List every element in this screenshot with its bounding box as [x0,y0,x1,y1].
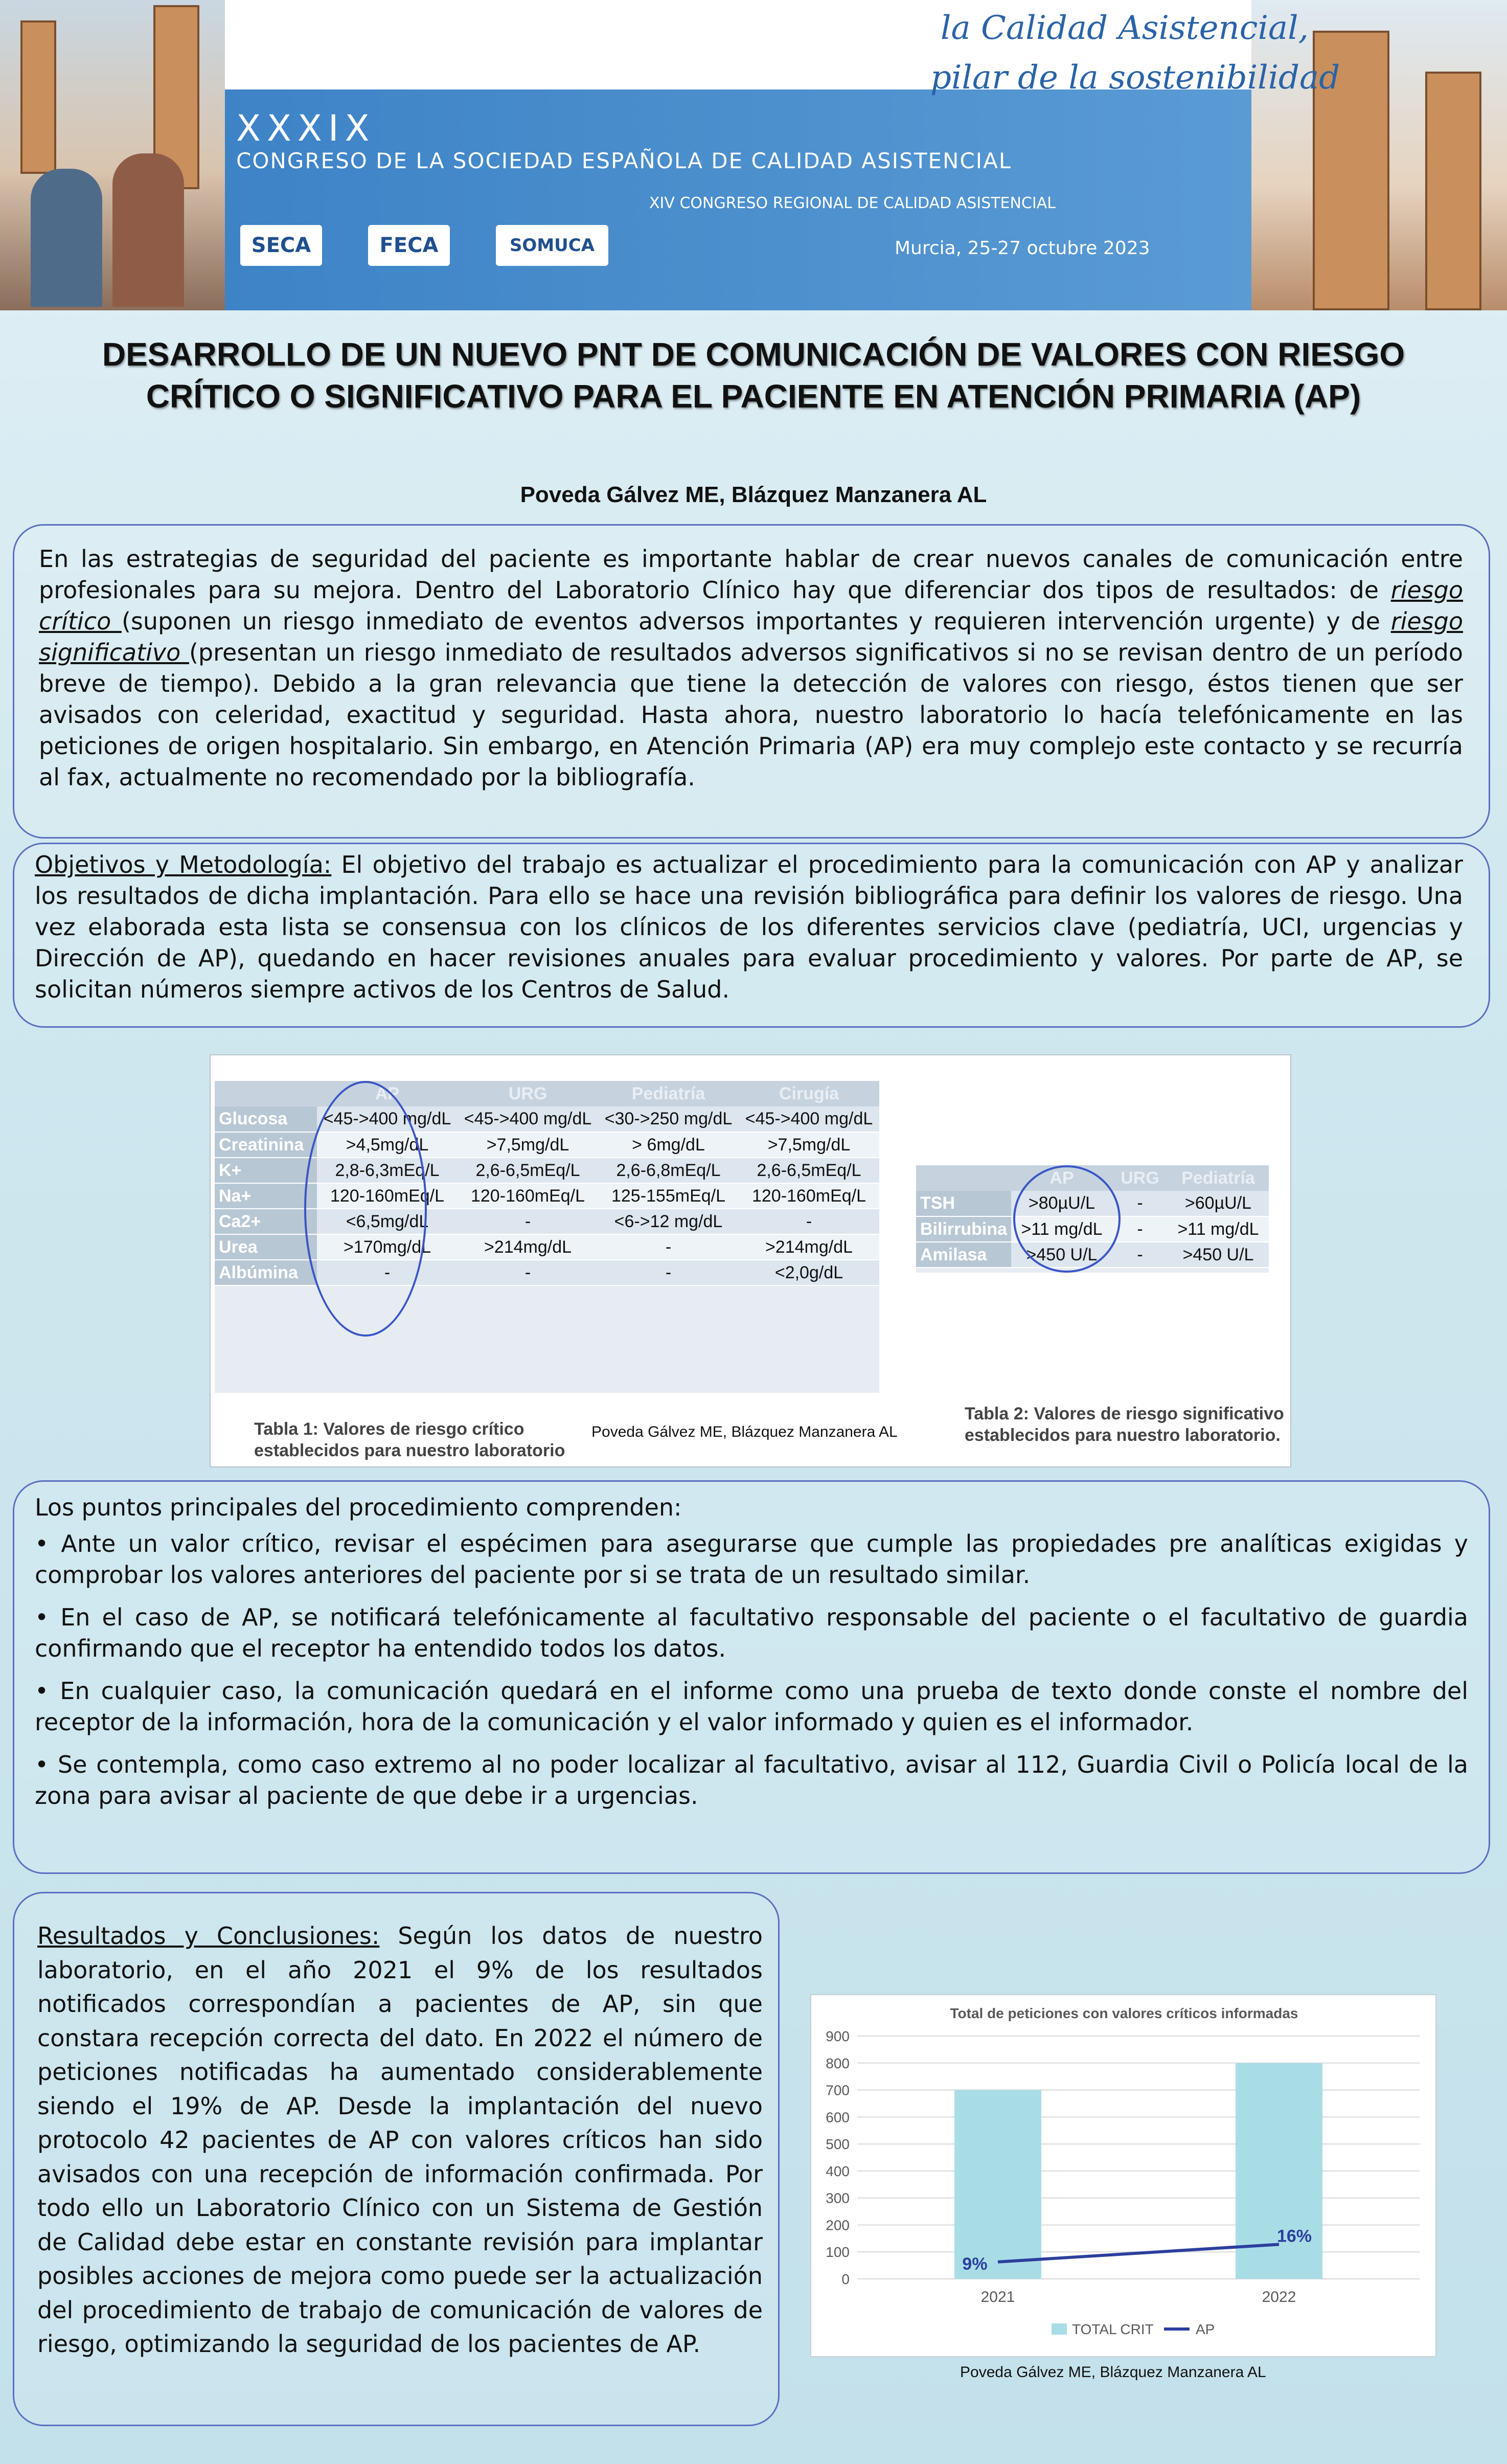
row-label: Na+ [215,1183,317,1209]
traveler-figure [112,153,184,307]
illustration-travelers [0,0,225,310]
table1-header-cell: URG [458,1081,598,1106]
table1-header-cell: Cirugía [739,1081,879,1106]
congress-title: CONGRESO DE LA SOCIEDAD ESPAÑOLA DE CALIDAD ASISTENCIAL [236,148,1012,173]
table-cell: >7,5mg/dL [739,1132,879,1158]
chart-title: Total de peticiones con valores críticos informadas [950,2005,1298,2021]
feca-logo: FECA [368,225,450,266]
table-cell: >450 U/L [1168,1242,1269,1268]
table-cell: > 6mg/dL [598,1132,739,1158]
puntos-box [13,1480,1490,1874]
intro-text: (suponen un riesgo inmediato de eventos adversos importantes y requieren intervención urgente) y de [121,607,1391,635]
table-cell: 125-155mEq/L [598,1183,739,1209]
data-label-ap: 16% [1276,2226,1312,2246]
row-label: Amilasa [916,1242,1011,1268]
term-riesgo-critico: riesgo crítico [39,576,1463,635]
table1-header [215,1081,879,1106]
cathedral-tower [1425,72,1481,310]
table-cell: >80µU/L [1011,1191,1112,1216]
peticiones-chart [810,1994,1436,2357]
row-label: TSH [916,1191,1011,1216]
y-tick-label: 700 [826,2082,850,2098]
table2-header-cell: URG [1112,1165,1168,1191]
table-cell: >60µU/L [1168,1191,1269,1216]
list-item: • En el caso de AP, se notificará telefónicamente al facultativo responsable del paciente o el facultativo de guardia confirmando que el receptor ha entendido todos los datos. [35,1603,1468,1662]
table-cell: - [458,1260,598,1285]
table-cell: - [598,1234,739,1260]
table1-header-cell: AP [317,1081,458,1106]
y-tick-label: 100 [826,2244,850,2260]
ap-column-highlight [304,1081,427,1337]
y-tick-label: 300 [826,2190,850,2206]
table-cell: 120-160mEq/L [739,1183,879,1209]
row-label: Glucosa [215,1106,317,1132]
traveler-figure [31,169,102,307]
y-tick-label: 600 [826,2109,850,2126]
somuca-logo: SOMUCA [496,225,608,266]
table-cell: - [1112,1191,1168,1216]
regional-congress: XIV CONGRESO REGIONAL DE CALIDAD ASISTENCIAL [649,194,1056,212]
y-tick-label: 0 [841,2271,850,2287]
y-tick-label: 200 [826,2217,850,2233]
intro-box [13,524,1490,839]
row-label: Albúmina [215,1260,317,1285]
table-cell: >11 mg/dL [1168,1216,1269,1242]
tower-shape [20,20,56,174]
table2-caption: Tabla 2: Valores de riesgo significativo establecidos para nuestro laboratorio. [965,1404,1284,1445]
row-label: Bilirrubina [916,1216,1011,1242]
x-tick-label: 2022 [1262,2289,1296,2305]
table1-caption: Tabla 1: Valores de riesgo crítico establecidos para nuestro laboratorio [254,1419,565,1460]
table-cell: - [739,1209,879,1234]
objetivos-paragraph [35,849,1463,1005]
objetivos-text: El objetivo del trabajo es actualizar el procedimiento para la comunicación con AP y analizar los resultados de dicha implantación. Para ello se hace una revisión bibliográfica para definir los valores de riesgo. Una vez elaborada esta lista se consensua con los clínicos de los diferentes servicios clave (pediatría, UCI, urgencias y Dirección de AP), quedando en hacer revisiones anuales para evaluar procedimiento y valores. Por parte de AP, se solicitan números siempre activos de los Centros de Salud. [35,851,1463,1003]
table-cell: >450 U/L [1011,1242,1112,1268]
tables-figure [210,1054,1291,1467]
objetivos-box [13,843,1490,1028]
table1-header-cell [215,1081,317,1106]
ap-column-highlight [1013,1165,1121,1273]
legend-swatch-total-crit [1052,2323,1067,2335]
term-riesgo-significativo: riesgo significativo [39,607,1463,666]
table-cell: >170mg/dL [317,1234,458,1260]
table-cell: <45->400 mg/dL [317,1106,458,1132]
table-row [215,1106,879,1132]
resultados-paragraph [37,1919,763,2361]
table-cell: <45->400 mg/dL [458,1106,598,1132]
table-cell: - [598,1260,739,1285]
seca-logo: SECA [240,225,322,266]
list-item: • Se contempla, como caso extremo al no poder localizar al facultativo, avisar al 112, Guardia Civil o Policía local de la zona para avisar al paciente de que debe ir a urgencias. [35,1751,1468,1810]
table-cell: >214mg/dL [739,1234,879,1260]
table-cell: 2,6-6,5mEq/L [458,1158,598,1183]
row-label: K+ [215,1158,317,1183]
row-label: Creatinina [215,1132,317,1158]
poster-authors: Poveda Gálvez ME, Blázquez Manzanera AL [520,482,987,507]
resultados-text: Según los datos de nuestro laboratorio, en el año 2021 el 9% de los resultados notificados correspondían a pacientes de AP, sin que constara recepción correcta del dato. En 2022 el número de peticiones notificadas ha aumentado considerablemente siendo el 19% de AP. Desde la implantación del nuevo protocolo 42 pacientes de AP con valores críticos han sido avisados con una recepción de información confirmada. Por todo ello un Laboratorio Clínico con un Sistema de Gestión de Calidad debe estar en constante revisión para implantar posibles acciones de mejora como puede ser la actualización del procedimiento de trabajo de comunicación de valores de riesgo, optimizando la seguridad de los pacientes de AP. [37,1922,763,2358]
table2-header-cell [916,1165,1011,1191]
table-cell: 120-160mEq/L [317,1183,458,1209]
table-cell: >4,5mg/dL [317,1132,458,1158]
table-cell: - [1112,1216,1168,1242]
row-label: Ca2+ [215,1209,317,1234]
row-label: Urea [215,1234,317,1260]
data-label-ap: 9% [962,2254,988,2274]
table-cell: >11 mg/dL [1011,1216,1112,1242]
y-tick-label: 500 [826,2136,850,2153]
chart-credit: Poveda Gálvez ME, Blázquez Manzanera AL [960,2364,1266,2381]
intro-text: En las estrategias de seguridad del paciente es importante hablar de crear nuevos canales de comunicación entre profesionales para su mejora. Dentro del Laboratorio Clínico hay que diferenciar dos tipos de resultados: de [39,545,1463,604]
list-item: • En cualquier caso, la comunicación quedará en el informe como una prueba de texto donde conste el nombre del receptor de la información, hora de la comunicación y el valor informado y quien es el informador. [35,1677,1468,1736]
table1-header-cell: Pediatría [598,1081,739,1106]
resultados-heading: Resultados y Conclusiones: [37,1922,380,1950]
table-cell: - [317,1260,458,1285]
intro-paragraph [39,544,1463,793]
table-cell: >7,5mg/dL [458,1132,598,1158]
legend-label-total-crit: TOTAL CRIT [1072,2321,1154,2337]
list-item: • Ante un valor crítico, revisar el espécimen para asegurarse que cumple las propiedades pre analíticas exigidas y comprobar los valores anteriores del paciente por si se trata de un resultado similar. [35,1530,1468,1589]
poster-title: DESARROLLO DE UN NUEVO PNT DE COMUNICACIÓN DE VALORES CON RIESGO CRÍTICO O SIGNIFICATIVO PARA EL PACIENTE EN ATENCIÓN PRIMARIA (AP) [102,336,1405,415]
bar-total-crit [954,2090,1041,2279]
table-cell: <30->250 mg/dL [598,1106,739,1132]
table-cell: <6,5mg/dL [317,1209,458,1234]
congress-date: Murcia, 25-27 octubre 2023 [895,238,1150,259]
objetivos-heading: Objetivos y Metodología: [35,851,332,878]
banner-top-strip [225,0,859,89]
table-cell: 120-160mEq/L [458,1183,598,1209]
intro-text: (presentan un riesgo inmediato de resultados adversos significativos si no se revisan dentro de un período breve de tiempo). Debido a la gran relevancia que tiene la detección de valores con riesgo, éstos tienen que ser avisados con celeridad, exactitud y seguridad. Hasta ahora, nuestro laboratorio lo hacía telefónicamente en las peticiones de origen hospitalario. Sin embargo, en Atención Primaria (AP) era muy complejo este contacto y se recurría al fax, actualmente no recomendado por la bibliografía. [39,639,1463,791]
puntos-heading: Los puntos principales del procedimiento comprenden: [35,1494,682,1521]
tagline-line2: pilar de la sostenibilidad [930,59,1340,97]
table-cell: <45->400 mg/dL [739,1106,879,1132]
figure-credit: Poveda Gálvez ME, Blázquez Manzanera AL [591,1423,898,1440]
resultados-box [13,1892,780,2426]
legend-label-ap: AP [1196,2321,1215,2337]
y-tick-label: 800 [826,2055,850,2071]
table-cell: - [458,1209,598,1234]
table-cell: 2,6-6,5mEq/L [739,1158,879,1183]
table-cell: 2,6-6,8mEq/L [598,1158,739,1183]
table1-image [215,1081,879,1393]
chart-svg [811,1995,1437,2358]
table2-image [916,1165,1269,1273]
congress-banner [0,0,1507,310]
table-cell: - [1112,1242,1168,1268]
congress-number: XXXIX [236,107,376,149]
table-cell: <6->12 mg/dL [598,1209,739,1234]
y-tick-label: 400 [826,2163,850,2179]
x-tick-label: 2021 [980,2289,1015,2305]
y-tick-label: 900 [826,2028,850,2044]
table2-header-cell: AP [1011,1165,1112,1191]
tagline-line1: la Calidad Asistencial, [941,9,1309,47]
table-cell: >214mg/dL [458,1234,598,1260]
table2-header-cell: Pediatría [1168,1165,1269,1191]
table-cell: <2,0g/dL [739,1260,879,1285]
table-cell: 2,8-6,3mEq/L [317,1158,458,1183]
